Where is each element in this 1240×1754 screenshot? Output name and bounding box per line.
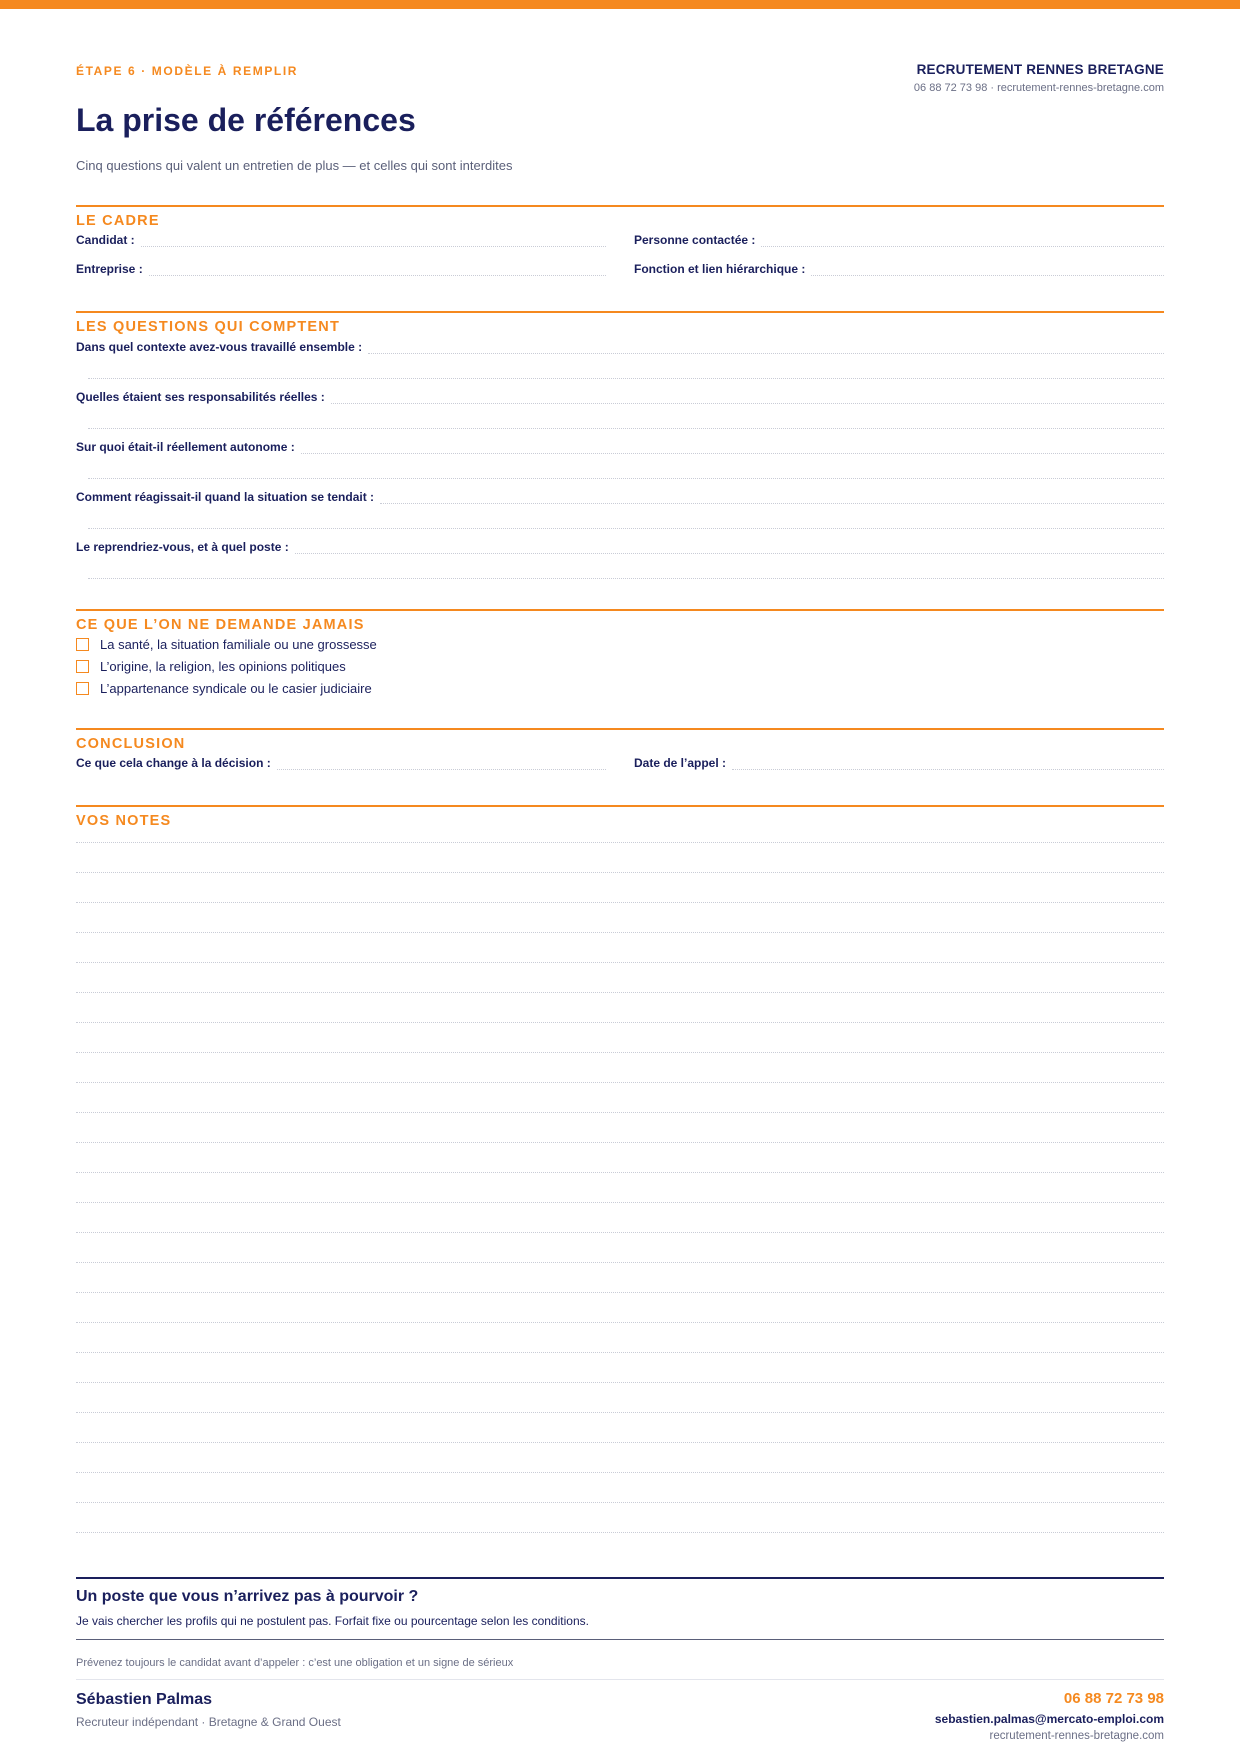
field-date-appel[interactable] [634, 756, 1164, 770]
field-fonction[interactable] [634, 262, 1164, 276]
question-label: Sur quoi était-il réellement autonome : [76, 440, 295, 454]
checkbox-label: L’appartenance syndicale ou le casier judiciaire [100, 681, 372, 696]
checkbox-label: La santé, la situation familiale ou une grossesse [100, 637, 377, 652]
notes-line[interactable] [76, 842, 1164, 843]
question-tension[interactable] [76, 490, 1164, 504]
section-title-forbidden: CE QUE L’ON NE DEMANDE JAMAIS [76, 617, 365, 633]
field-label: Fonction et lien hiérarchique : [634, 262, 806, 276]
question-reprendre[interactable] [76, 540, 1164, 554]
document-page [76, 0, 1164, 1754]
promo-divider [76, 1639, 1164, 1640]
fill-line[interactable] [88, 428, 1164, 429]
question-label: Comment réagissait-il quand la situation se tendait : [76, 490, 375, 504]
field-decision[interactable] [76, 756, 606, 770]
notes-line[interactable] [76, 1112, 1164, 1113]
contact-phone: 06 88 72 73 98 [1063, 1690, 1164, 1707]
field-label: Ce que cela change à la décision : [76, 756, 271, 770]
brand-name: RECRUTEMENT RENNES BRETAGNE [916, 62, 1164, 77]
notes-line[interactable] [76, 1352, 1164, 1353]
notes-line[interactable] [76, 1382, 1164, 1383]
field-entreprise[interactable] [76, 262, 606, 276]
checkbox[interactable] [76, 660, 89, 673]
recruiter-role: Recruteur indépendant · Bretagne & Grand Ouest [76, 1715, 341, 1729]
brand-contact: 06 88 72 73 98 · recrutement-rennes-bretagne.com [913, 82, 1164, 94]
recruiter-name: Sébastien Palmas [76, 1691, 213, 1708]
notes-line[interactable] [76, 1412, 1164, 1413]
forbidden-item[interactable] [76, 659, 346, 674]
notes-line[interactable] [76, 1442, 1164, 1443]
contact-email: sebastien.palmas@mercato-emploi.com [934, 1712, 1164, 1726]
notes-line[interactable] [76, 1292, 1164, 1293]
fill-line[interactable] [141, 236, 606, 247]
brand-block [914, 62, 1164, 94]
question-label: Quelles étaient ses responsabilités réelles : [76, 390, 325, 404]
fill-line[interactable] [277, 759, 606, 770]
fill-line[interactable] [88, 378, 1164, 379]
notes-line[interactable] [76, 932, 1164, 933]
promo-text: Je vais chercher les profils qui ne postulent pas. Forfait fixe ou pourcentage selon les conditions. [76, 1614, 589, 1628]
contact-block [935, 1690, 1164, 1742]
forbidden-item[interactable] [76, 681, 372, 696]
section-title-questions: LES QUESTIONS QUI COMPTENT [76, 319, 341, 335]
fill-line[interactable] [88, 478, 1164, 479]
question-label: Dans quel contexte avez-vous travaillé ensemble : [76, 340, 363, 354]
page-title: La prise de références [76, 102, 416, 138]
page-subtitle: Cinq questions qui valent un entretien de plus — et celles qui sont interdites [76, 158, 513, 173]
fill-line[interactable] [368, 343, 1164, 354]
notes-line[interactable] [76, 1472, 1164, 1473]
fill-line[interactable] [811, 265, 1164, 276]
section-divider [76, 805, 1164, 807]
fill-line[interactable] [732, 759, 1164, 770]
fill-line[interactable] [331, 393, 1164, 404]
notes-line[interactable] [76, 992, 1164, 993]
fill-line[interactable] [761, 236, 1164, 247]
notes-line[interactable] [76, 1322, 1164, 1323]
notes-line[interactable] [76, 1262, 1164, 1263]
checkbox-label: L’origine, la religion, les opinions politiques [100, 659, 346, 674]
field-label: Candidat : [76, 233, 135, 247]
question-autonomie[interactable] [76, 440, 1164, 454]
fill-line[interactable] [88, 578, 1164, 579]
notes-line[interactable] [76, 962, 1164, 963]
contact-website: recrutement-rennes-bretagne.com [989, 1730, 1164, 1742]
notes-line[interactable] [76, 1082, 1164, 1083]
footer-divider [76, 1577, 1164, 1579]
promo-title: Un poste que vous n’arrivez pas à pourvoir ? [76, 1588, 419, 1605]
tip-divider [76, 1679, 1164, 1680]
notes-line[interactable] [76, 872, 1164, 873]
notes-line[interactable] [76, 1022, 1164, 1023]
fill-line[interactable] [380, 493, 1164, 504]
checkbox[interactable] [76, 682, 89, 695]
section-title-cadre: LE CADRE [76, 213, 160, 229]
notes-line[interactable] [76, 1502, 1164, 1503]
section-divider [76, 311, 1164, 313]
notes-line[interactable] [76, 1232, 1164, 1233]
forbidden-item[interactable] [76, 637, 377, 652]
section-title-conclusion: CONCLUSION [76, 736, 186, 752]
field-candidat[interactable] [76, 233, 606, 247]
field-label: Personne contactée : [634, 233, 756, 247]
field-label: Entreprise : [76, 262, 143, 276]
section-divider [76, 728, 1164, 730]
notes-line[interactable] [76, 1142, 1164, 1143]
notes-line[interactable] [76, 1172, 1164, 1173]
question-label: Le reprendriez-vous, et à quel poste : [76, 540, 289, 554]
step-label: ÉTAPE 6 · MODÈLE À REMPLIR [76, 64, 299, 78]
tip-text: Prévenez toujours le candidat avant d’appeler : c’est une obligation et un signe de sérieux [76, 1657, 514, 1669]
checkbox[interactable] [76, 638, 89, 651]
field-label: Date de l’appel : [634, 756, 727, 770]
section-divider [76, 609, 1164, 611]
fill-line[interactable] [301, 443, 1164, 454]
field-personne-contactee[interactable] [634, 233, 1164, 247]
question-responsabilites[interactable] [76, 390, 1164, 404]
notes-line[interactable] [76, 1202, 1164, 1203]
notes-line[interactable] [76, 1052, 1164, 1053]
notes-line[interactable] [76, 902, 1164, 903]
fill-line[interactable] [149, 265, 606, 276]
question-contexte[interactable] [76, 340, 1164, 354]
notes-line[interactable] [76, 1532, 1164, 1533]
section-divider [76, 205, 1164, 207]
fill-line[interactable] [88, 528, 1164, 529]
fill-line[interactable] [295, 543, 1164, 554]
section-title-notes: VOS NOTES [76, 813, 172, 829]
